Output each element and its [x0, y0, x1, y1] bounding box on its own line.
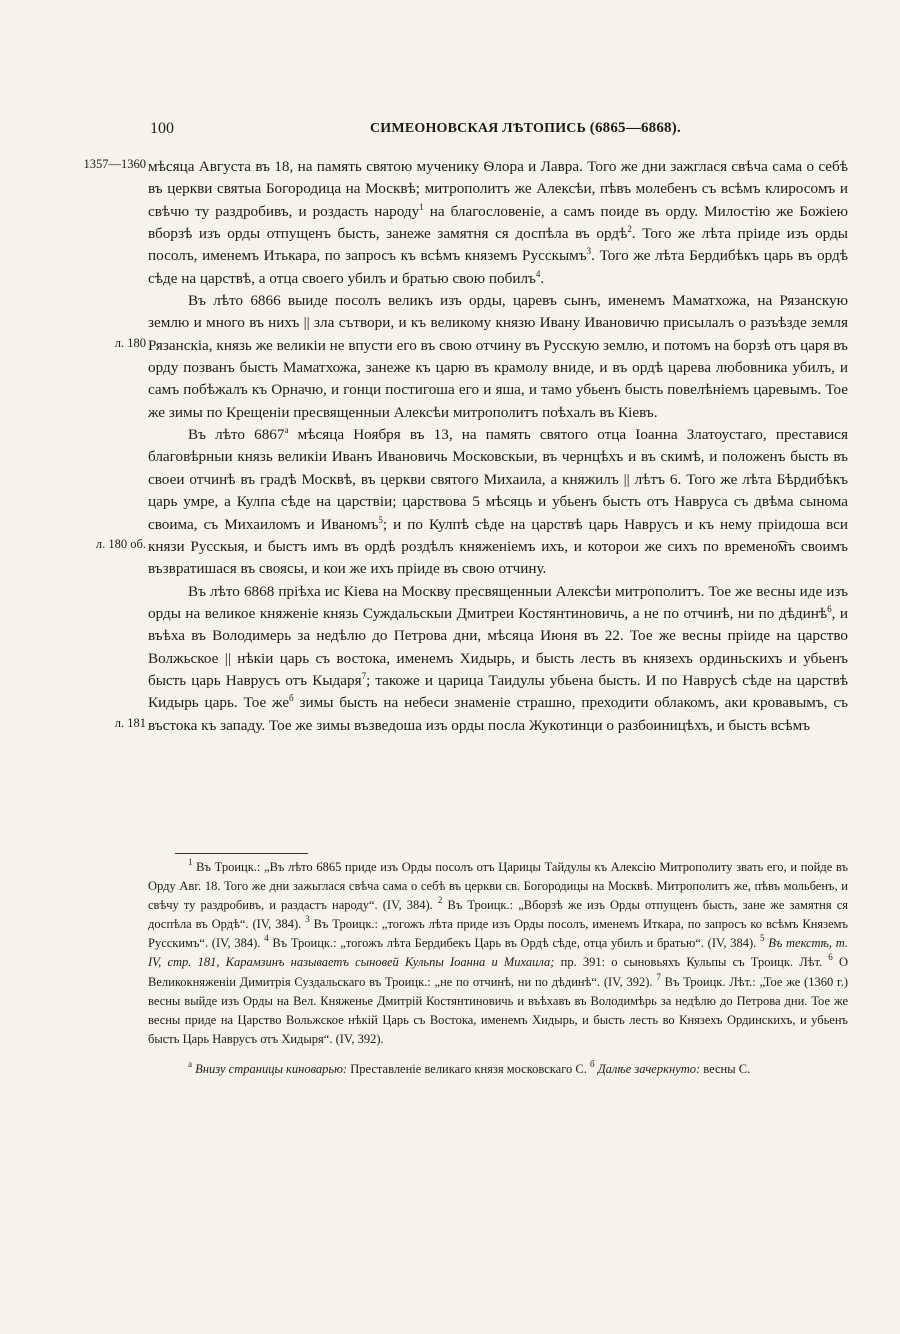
- paragraph-3: Въ лѣто 6867$^a$ мѣсяца Ноября въ 13, на память святого отца Іоанна Златоустаго, преставися благовѣрныи князь великіи Иванъ Ивановичь Московскыи, въ чернцѣхъ и въ скимѣ, и положенъ бысть въ своеи отчинѣ въ градѣ Москвѣ, въ церкви святого Михаила, а княжилъ || лѣтъ 6. Того же лѣта Бѣрдибѣкъ царь умре, а Кулпа сѣде на царствіи; царствова 5 мѣсяць и убьенъ бысть отъ Навруса съ двѣма сынома своима, съ Михаиломъ и Иваномъ$^5$; и по Кулпѣ сѣде на царствѣ царь Наврусъ и къ нему пріидоша вси князи Русскыя, и быстъ имъ въ ордѣ роздѣлъ княженіемъ ихъ, и которои же сихъ по времено͡мъ своимъ възвратишася въ своясы, и кои же ихъ пріиде въ свою отчину.: [148, 425, 848, 578]
- margin-folio-180-ob: л. 180 об.: [95, 537, 146, 551]
- footnote-block-numeric: $^1$ Въ Троицк.: „Въ лѣто 6865 приде изъ Орды посолъ отъ Царицы Тайдулы къ Алексію Митрополиту звать его, и пойде въ Орду Авг. 18. Того же дни зажьглася свѣча сама о себѣ въ церкви св. Богородицы на Москвѣ. Митрополитъ же, пѣвъ мольбенъ, и свѣчу ту раздробивъ, и раздастъ народу“. (IV, 384). $^2$ Въ Троицк.: „Вборзѣ же изъ Орды отпущенъ бысть, зане же замятня ся доспѣла въ Ордѣ“. (IV, 384). $^3$ Въ Троицк.: „тогожъ лѣта приде изъ Орды посолъ, именемъ Иткара, по запросъ ко всѣмъ Княземъ Русскимъ“. (IV, 384). $^4$ Въ Троицк.: „тогожъ лѣта Бердибекъ Царь въ Ордѣ сѣде, отца убилъ и братью“. (IV, 384). $^5$ Въ текстѣ, т. IV, стр. 181, Карамзинъ называетъ сыновей Кульпы Іоанна и Михаила; пр. 391: о сыновьяхъ Кульпы съ Троицк. Лѣт. $^6$ О Великокняженіи Димитрія Суздальскаго въ Троицк.: „не по отчинѣ, ни по дѣдинѣ“. (IV, 392). $^7$ Въ Троицк. Лѣт.: „Тое же (1360 г.) весны выйде изъ Орды на Вел. Княженье Дмитрій Костянтиновичь и въѣхавъ въ Володимѣрь за недѣлю до Петрова дни. Тое же весны приде на Царство Вольжское нѣкій Царь съ Востока, именемъ Хидырь, и бысть лесть во Князехъ Ординскихъ, и убьенъ бысть Царь Наврусъ отъ Хидыря“. (IV, 392).: [148, 857, 849, 1046]
- main-text: [148, 156, 848, 737]
- paragraph-1: мѣсяца Августа въ 18, на память святою мученику Ѳлора и Лавра. Того же дни зажглася свѣча сама о себѣ въ церкви святыа Богородица на Москвѣ; митрополитъ же Алексѣи, пѣвъ молебенъ съ всѣмъ клиросомъ и свѣчю ту раздробивъ, и роздасть народу$^1$ на благословеніе, а самъ поиде въ орду. Милостію же Божіею вборзѣ изъ орды отпущенъ бысть, занеже замятня ся доспѣла въ ордѣ$^2$. Того же лѣта пріиде изъ орды посолъ, именемъ Итькара, по запросъ къ всѣмъ княземъ Русскымъ$^3$. Того же лѣта Бердибѣкъ царь въ ордѣ сѣде на царствѣ, а отца своего убилъ и братью свою побилъ$^4$.: [148, 158, 848, 287]
- page-number: 100: [150, 120, 174, 137]
- footnotes: [148, 852, 848, 1079]
- page-header: [150, 120, 850, 140]
- margin-folio-180: л. 180: [114, 336, 146, 350]
- running-head-years: (6865—6868).: [589, 120, 681, 136]
- footnote-block-lettered: $^а$ Внизу страницы киноварью: Преставленіе великаго князя московскаго С. $^б$ Далѣе зачеркнуто: весны С.: [188, 1058, 751, 1076]
- paragraph-4: Въ лѣто 6868 пріѣха ис Кіева на Москву пресвященныи Алексѣи митрополитъ. Тое же весны иде изъ орды на великое княженіе князь Суждальскыи Дмитреи Костянтиновичь, а не по отчинѣ, ни по дѣдинѣ$^6$, и въѣха въ Володимерь за недѣлю до Петрова дни, мѣсяца Июня въ 22. Тое же весны пріиде на царство Волжьское || нѣкіи царь съ востока, именемъ Хидырь, и бысть лесть въ князехъ ординьскихъ и убьенъ бысть царь Наврусъ отъ Кыдаря$^7$; такоже и царица Таидулы убьена бысть. И по Наврусѣ сѣде на царствѣ Кидырь царь. Тое $же^б$ зимы бысть на небеси знаменіе страшно, преходити облакомъ, аки кровавымъ, съ въстока къ западу. Тое же зимы възведоша изъ орды посла Жукотинци о разбоиницѣхъ, и бысть всѣмъ: [148, 582, 849, 734]
- running-head: СИМЕОНОВСКАЯ ЛѢТОПИСЬ (6865—6868).: [370, 120, 681, 136]
- margin-folio-181: л. 181: [114, 716, 146, 730]
- margin-year-range: 1357—1360: [83, 157, 146, 171]
- paragraph-2: Въ лѣто 6866 выиде посолъ великъ изъ орды, царевъ сынъ, именемъ Маматхожа, на Рязанскую землю и много въ нихъ || зла сътвори, и къ великому князю Ивану Ивановичю присылалъ о разъѣзде земля Рязанскіа, князь же великіи не впусти его въ свою отчину въ Русскую землю, и потомъ на борзѣ отъ царя въ орду позванъ бысть Маматхожа, занеже къ царю въ крамолу вниде, и въ ордѣ царева любовника убилъ, и самъ побѣжалъ къ Орначю, и гонци постигоша его и яша, и тамо убьенъ бысть повелѣніемъ царевымъ. Тое же зимы по Крещеніи пресвященныи Алексѣи митрополитъ поѣхалъ въ Кіевъ.: [148, 292, 848, 421]
